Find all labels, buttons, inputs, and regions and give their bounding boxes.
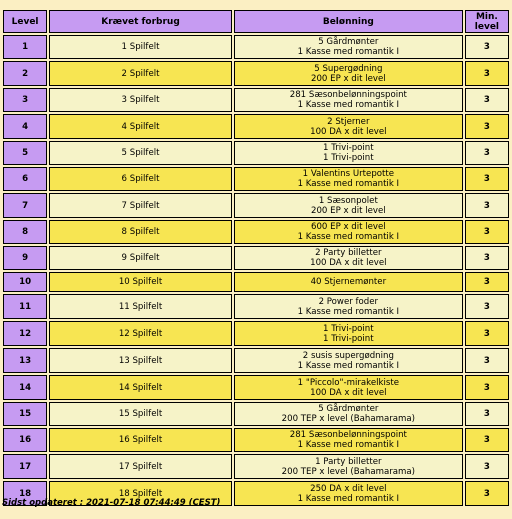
level-cell: 8	[3, 220, 47, 244]
reward-line: 1 Trivi-point	[323, 333, 374, 344]
min-level-cell: 3	[465, 193, 509, 218]
header-min-level: Min. level	[465, 10, 509, 33]
level-cell: 15	[3, 402, 47, 426]
reward-line: 2 susis supergødning	[302, 350, 394, 361]
reward-cell	[234, 294, 463, 319]
required-cell: 5 Spilfelt	[49, 141, 232, 165]
reward-line: 200 TEP x level (Bahamarama)	[281, 466, 416, 477]
required-cell: 2 Spilfelt	[49, 61, 232, 86]
reward-cell	[234, 193, 463, 218]
min-level-cell: 3	[465, 375, 509, 400]
table-row	[3, 167, 509, 191]
reward-cell	[234, 61, 463, 86]
required-cell: 11 Spilfelt	[49, 294, 232, 319]
min-level-cell: 3	[465, 61, 509, 86]
required-cell: 4 Spilfelt	[49, 114, 232, 139]
reward-line: 1 Kasse med romantik I	[297, 440, 400, 450]
level-cell: 11	[3, 294, 47, 319]
reward-line: 1 Kasse med romantik I	[297, 100, 400, 110]
required-cell: 9 Spilfelt	[49, 246, 232, 270]
header-level: Level	[3, 10, 47, 33]
reward-line: 5 Gårdmønter	[318, 404, 379, 414]
required-cell: 14 Spilfelt	[49, 375, 232, 400]
table-row	[3, 294, 509, 319]
level-cell: 3	[3, 88, 47, 112]
level-cell: 2	[3, 61, 47, 86]
table-row	[3, 61, 509, 86]
reward-line: 1 Valentins Urtepotte	[302, 169, 395, 179]
min-level-cell: 3	[465, 428, 509, 452]
reward-line: 1 Trivi-point	[323, 153, 374, 163]
table-row	[3, 88, 509, 112]
reward-line: 2 Power foder	[318, 296, 379, 307]
reward-line: 5 Gårdmønter	[318, 37, 379, 47]
reward-line: 100 DA x dit level	[310, 126, 387, 137]
table-row	[3, 348, 509, 373]
min-level-cell: 3	[465, 272, 509, 292]
min-level-cell: 3	[465, 35, 509, 59]
level-cell: 10	[3, 272, 47, 292]
required-cell: 18 Spilfelt	[49, 481, 232, 506]
min-level-cell: 3	[465, 246, 509, 270]
required-cell: 7 Spilfelt	[49, 193, 232, 218]
reward-line: 281 Sæsonbelønningspoint	[289, 430, 407, 440]
reward-line: 200 TEP x level (Bahamarama)	[281, 414, 416, 424]
reward-cell	[234, 220, 463, 244]
reward-cell	[234, 88, 463, 112]
reward-cell	[234, 272, 463, 292]
reward-cell	[234, 246, 463, 270]
reward-line: 1 Trivi-point	[323, 323, 374, 334]
reward-line: 1 Kasse med romantik I	[297, 232, 400, 242]
level-cell: 12	[3, 321, 47, 346]
reward-line: 1 "Piccolo"-mirakelkiste	[297, 377, 400, 388]
reward-cell	[234, 348, 463, 373]
level-cell: 16	[3, 428, 47, 452]
level-cell: 9	[3, 246, 47, 270]
header-reward: Belønning	[234, 10, 463, 33]
reward-cell	[234, 454, 463, 479]
table-row	[3, 246, 509, 270]
reward-cell	[234, 402, 463, 426]
reward-line: 100 DA x dit level	[310, 387, 387, 398]
table-header-row	[3, 10, 509, 33]
reward-cell	[234, 167, 463, 191]
reward-line: 2 Stjerner	[327, 116, 370, 127]
table-row	[3, 321, 509, 346]
reward-line: 600 EP x dit level	[311, 222, 386, 232]
reward-line: 1 Sæsonpolet	[318, 195, 378, 206]
table-row	[3, 114, 509, 139]
min-level-cell: 3	[465, 167, 509, 191]
required-cell: 13 Spilfelt	[49, 348, 232, 373]
reward-line: 250 DA x dit level	[310, 483, 387, 494]
reward-line: 2 Party billetter	[315, 248, 382, 258]
level-cell: 1	[3, 35, 47, 59]
table-row	[3, 193, 509, 218]
table-row	[3, 454, 509, 479]
table-row	[3, 375, 509, 400]
reward-line: 1 Kasse med romantik I	[297, 179, 400, 189]
reward-line: 40 Stjernemønter	[310, 277, 387, 287]
reward-line: 281 Sæsonbelønningspoint	[289, 90, 407, 100]
table-row	[3, 141, 509, 165]
level-cell: 6	[3, 167, 47, 191]
required-cell: 3 Spilfelt	[49, 88, 232, 112]
reward-line: 1 Party billetter	[315, 456, 382, 467]
table-row	[3, 402, 509, 426]
min-level-cell: 3	[465, 220, 509, 244]
min-level-cell: 3	[465, 481, 509, 506]
reward-line: 1 Kasse med romantik I	[297, 306, 400, 317]
level-cell: 5	[3, 141, 47, 165]
table-row	[3, 428, 509, 452]
header-required: Krævet forbrug	[49, 10, 232, 33]
min-level-cell: 3	[465, 348, 509, 373]
reward-line: 1 Kasse med romantik I	[297, 47, 400, 57]
min-level-cell: 3	[465, 88, 509, 112]
min-level-cell: 3	[465, 294, 509, 319]
level-table	[1, 8, 511, 508]
reward-line: 200 EP x dit level	[311, 205, 386, 216]
reward-line: 1 Trivi-point	[323, 143, 374, 153]
required-cell: 10 Spilfelt	[49, 272, 232, 292]
required-cell: 6 Spilfelt	[49, 167, 232, 191]
required-cell: 15 Spilfelt	[49, 402, 232, 426]
reward-line: 200 EP x dit level	[311, 73, 386, 84]
required-cell: 1 Spilfelt	[49, 35, 232, 59]
reward-cell	[234, 114, 463, 139]
reward-line: 1 Kasse med romantik I	[297, 360, 400, 371]
reward-cell	[234, 375, 463, 400]
level-cell: 7	[3, 193, 47, 218]
required-cell: 8 Spilfelt	[49, 220, 232, 244]
reward-cell	[234, 321, 463, 346]
reward-cell	[234, 428, 463, 452]
reward-cell	[234, 141, 463, 165]
level-cell: 13	[3, 348, 47, 373]
table-row	[3, 220, 509, 244]
level-cell: 18	[3, 481, 47, 506]
table-row	[3, 272, 509, 292]
level-cell: 17	[3, 454, 47, 479]
table-row	[3, 35, 509, 59]
level-cell: 4	[3, 114, 47, 139]
min-level-cell: 3	[465, 114, 509, 139]
required-cell: 17 Spilfelt	[49, 454, 232, 479]
min-level-cell: 3	[465, 321, 509, 346]
reward-line: 1 Kasse med romantik I	[297, 493, 400, 504]
min-level-cell: 3	[465, 402, 509, 426]
min-level-cell: 3	[465, 141, 509, 165]
last-updated: Sidst opdateret : 2021-07-18 07:44:49 (CEST)	[2, 498, 221, 508]
reward-cell	[234, 35, 463, 59]
reward-line: 5 Supergødning	[314, 63, 383, 74]
reward-line: 100 DA x dit level	[310, 258, 387, 268]
level-cell: 14	[3, 375, 47, 400]
required-cell: 16 Spilfelt	[49, 428, 232, 452]
reward-cell	[234, 481, 463, 506]
required-cell: 12 Spilfelt	[49, 321, 232, 346]
min-level-cell: 3	[465, 454, 509, 479]
